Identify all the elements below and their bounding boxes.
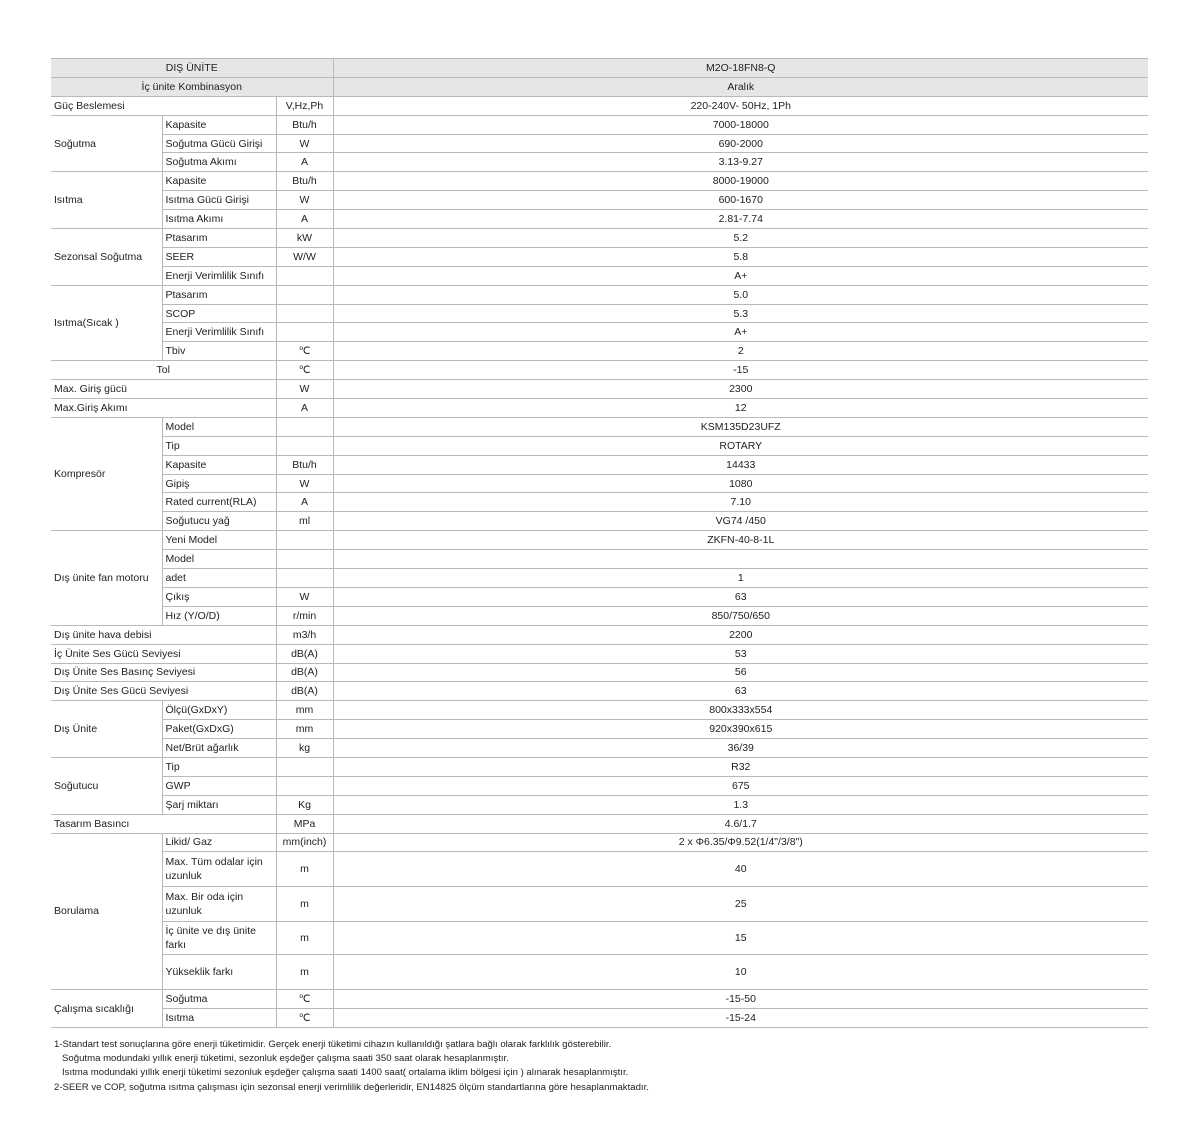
row-unit: W: [276, 380, 333, 399]
row-unit: mm: [276, 701, 333, 720]
row-unit: W: [276, 134, 333, 153]
row-unit: ml: [276, 512, 333, 531]
group-label: Borulama: [51, 833, 162, 990]
row-label: Soğutma Gücü Girişi: [162, 134, 276, 153]
footnote: Isıtma modundaki yıllık enerji tüketimi sezonluk eşdeğer çalışma saati 1400 saat( ortalama iklim bölgesi için ) alınarak hesaplanmıştır.: [62, 1067, 629, 1079]
row-unit: MPa: [276, 814, 333, 833]
table-row: [51, 210, 1148, 229]
row-label: SCOP: [162, 304, 276, 323]
row-label: Soğutma: [162, 990, 276, 1009]
row-value: KSM135D23UFZ: [333, 417, 1148, 436]
row-unit: m: [276, 852, 333, 887]
table-row: [51, 191, 1148, 210]
row-value: 15: [333, 922, 1148, 955]
row-value: 600-1670: [333, 191, 1148, 210]
table-row: [51, 644, 1148, 663]
row-label: Soğutucu yağ: [162, 512, 276, 531]
table-row: [51, 1009, 1148, 1028]
table-row: [51, 550, 1148, 569]
row-unit: m: [276, 887, 333, 922]
header-row: [51, 59, 1148, 78]
header-range: Aralık: [333, 77, 1148, 96]
row-value: -15-50: [333, 990, 1148, 1009]
table-row: [51, 474, 1148, 493]
row-unit: W: [276, 474, 333, 493]
row-value: 5.0: [333, 285, 1148, 304]
row-unit: [276, 550, 333, 569]
table-row: [51, 814, 1148, 833]
row-label: Enerji Verimlilik Sınıfı: [162, 266, 276, 285]
table-row: [51, 399, 1148, 418]
row-label: Yükseklik farkı: [162, 955, 276, 990]
table-row: [51, 701, 1148, 720]
table-row: [51, 266, 1148, 285]
row-label: Isıtma Akımı: [162, 210, 276, 229]
row-unit: Btu/h: [276, 455, 333, 474]
group-label: Isıtma: [51, 172, 162, 229]
row-label: adet: [162, 569, 276, 588]
footnotes: [54, 1038, 1144, 1095]
row-label: Net/Brüt ağarlık: [162, 739, 276, 758]
row-value: ZKFN-40-8-1L: [333, 531, 1148, 550]
row-unit: mm(inch): [276, 833, 333, 852]
row-label: Model: [162, 550, 276, 569]
row-label: Gipiş: [162, 474, 276, 493]
row-label: GWP: [162, 776, 276, 795]
row-value: 220-240V- 50Hz, 1Ph: [333, 96, 1148, 115]
row-value: R32: [333, 757, 1148, 776]
table-row: [51, 285, 1148, 304]
row-unit: dB(A): [276, 644, 333, 663]
table-row: [51, 342, 1148, 361]
group-label: Dış Ünite: [51, 701, 162, 758]
row-value: 1: [333, 569, 1148, 588]
row-label: Isıtma: [162, 1009, 276, 1028]
row-label: Dış ünite hava debisi: [51, 625, 276, 644]
table-row: [51, 361, 1148, 380]
table-row: [51, 955, 1148, 990]
table-row: [51, 663, 1148, 682]
row-unit: A: [276, 210, 333, 229]
table-row: [51, 757, 1148, 776]
row-unit: Btu/h: [276, 115, 333, 134]
row-value: -15-24: [333, 1009, 1148, 1028]
table-row: [51, 795, 1148, 814]
row-label: Şarj miktarı: [162, 795, 276, 814]
header-model: M2O-18FN8-Q: [333, 59, 1148, 78]
row-value: 63: [333, 682, 1148, 701]
row-value: 920x390x615: [333, 720, 1148, 739]
row-unit: [276, 417, 333, 436]
row-unit: m3/h: [276, 625, 333, 644]
row-unit: [276, 285, 333, 304]
row-unit: [276, 569, 333, 588]
row-value: A+: [333, 323, 1148, 342]
table-row: [51, 569, 1148, 588]
table-row: [51, 323, 1148, 342]
table-row: [51, 606, 1148, 625]
row-label: Max. Bir oda için uzunluk: [162, 887, 276, 922]
row-label: Tip: [162, 436, 276, 455]
row-unit: [276, 757, 333, 776]
group-label: Kompresör: [51, 417, 162, 530]
table-row: [51, 436, 1148, 455]
row-label: Max. Tüm odalar için uzunluk: [162, 852, 276, 887]
row-unit: V,Hz,Ph: [276, 96, 333, 115]
row-value: 2 x Φ6.35/Φ9.52(1/4"/3/8"): [333, 833, 1148, 852]
row-label: Hız (Y/O/D): [162, 606, 276, 625]
row-unit: ℃: [276, 361, 333, 380]
row-label: Soğutma Akımı: [162, 153, 276, 172]
row-label: Kapasite: [162, 115, 276, 134]
row-value: 14433: [333, 455, 1148, 474]
header-sub-row: [51, 77, 1148, 96]
row-unit: A: [276, 153, 333, 172]
row-unit: W: [276, 191, 333, 210]
group-label: Sezonsal Soğutma: [51, 229, 162, 286]
row-value: 5.8: [333, 247, 1148, 266]
row-value: 7000-18000: [333, 115, 1148, 134]
group-label: Isıtma(Sıcak ): [51, 285, 162, 361]
row-value: 36/39: [333, 739, 1148, 758]
group-label: Dış ünite fan motoru: [51, 531, 162, 625]
row-value: 2.81-7.74: [333, 210, 1148, 229]
table-row: [51, 153, 1148, 172]
table-row: [51, 134, 1148, 153]
row-unit: m: [276, 955, 333, 990]
footnote: Soğutma modundaki yıllık enerji tüketimi, sezonluk eşdeğer çalışma saati 350 saat olarak hesaplanmıştır.: [62, 1053, 509, 1065]
row-label: Enerji Verimlilik Sınıfı: [162, 323, 276, 342]
table-row: [51, 739, 1148, 758]
row-value: -15: [333, 361, 1148, 380]
row-label: Çıkış: [162, 587, 276, 606]
row-label: İç Ünite Ses Gücü Seviyesi: [51, 644, 276, 663]
table-row: [51, 531, 1148, 550]
table-row: [51, 776, 1148, 795]
row-unit: [276, 436, 333, 455]
row-value: 12: [333, 399, 1148, 418]
row-value: 1.3: [333, 795, 1148, 814]
row-value: 40: [333, 852, 1148, 887]
row-label: Dış Ünite Ses Gücü Seviyesi: [51, 682, 276, 701]
row-value: 3.13-9.27: [333, 153, 1148, 172]
table-row: [51, 493, 1148, 512]
row-value: 5.3: [333, 304, 1148, 323]
row-value: 800x333x554: [333, 701, 1148, 720]
row-unit: m: [276, 922, 333, 955]
row-value: 8000-19000: [333, 172, 1148, 191]
row-value: 56: [333, 663, 1148, 682]
row-unit: A: [276, 493, 333, 512]
row-label: Max. Giriş gücü: [51, 380, 276, 399]
row-label: SEER: [162, 247, 276, 266]
row-unit: ℃: [276, 1009, 333, 1028]
row-label: Tol: [51, 361, 276, 380]
row-unit: [276, 323, 333, 342]
row-unit: mm: [276, 720, 333, 739]
table-row: [51, 682, 1148, 701]
row-unit: Kg: [276, 795, 333, 814]
table-row: [51, 380, 1148, 399]
footnote: 1-Standart test sonuçlarına göre enerji tüketimidir. Gerçek enerji tüketimi cihazın kullanıldığı şatlara bağlı olarak farklılık gösterebilir.: [54, 1039, 612, 1050]
row-value: 53: [333, 644, 1148, 663]
row-label: Tasarım Basıncı: [51, 814, 276, 833]
row-unit: dB(A): [276, 682, 333, 701]
row-label: Ptasarım: [162, 285, 276, 304]
row-unit: ℃: [276, 990, 333, 1009]
table-row: [51, 922, 1148, 955]
table-row: [51, 229, 1148, 248]
table-row: [51, 304, 1148, 323]
row-label: Model: [162, 417, 276, 436]
row-value: 7.10: [333, 493, 1148, 512]
header-left-title: DIŞ ÜNİTE: [51, 59, 333, 78]
table-row: [51, 990, 1148, 1009]
row-unit: [276, 776, 333, 795]
table-row: [51, 417, 1148, 436]
row-unit: A: [276, 399, 333, 418]
header-left-sub: İç ünite Kombinasyon: [51, 77, 333, 96]
row-value: 675: [333, 776, 1148, 795]
table-row: [51, 115, 1148, 134]
table-row: [51, 247, 1148, 266]
row-label: Güç Beslemesi: [51, 96, 276, 115]
row-value: 1080: [333, 474, 1148, 493]
table-row: [51, 587, 1148, 606]
row-unit: [276, 531, 333, 550]
row-value: 690-2000: [333, 134, 1148, 153]
row-unit: [276, 304, 333, 323]
row-value: VG74 /450: [333, 512, 1148, 531]
row-value: A+: [333, 266, 1148, 285]
row-unit: kW: [276, 229, 333, 248]
row-label: Yeni Model: [162, 531, 276, 550]
row-value: 63: [333, 587, 1148, 606]
table-row: [51, 512, 1148, 531]
row-value: 25: [333, 887, 1148, 922]
row-unit: Btu/h: [276, 172, 333, 191]
row-unit: kg: [276, 739, 333, 758]
row-value: 10: [333, 955, 1148, 990]
table-row: [51, 720, 1148, 739]
row-label: Kapasite: [162, 455, 276, 474]
table-row: [51, 625, 1148, 644]
table-row: [51, 455, 1148, 474]
row-label: Likid/ Gaz: [162, 833, 276, 852]
row-unit: [276, 266, 333, 285]
row-label: Rated current(RLA): [162, 493, 276, 512]
group-label: Soğutma: [51, 115, 162, 172]
row-label: Tbiv: [162, 342, 276, 361]
row-unit: W: [276, 587, 333, 606]
row-label: Paket(GxDxG): [162, 720, 276, 739]
row-label: İç ünite ve dış ünite farkı: [162, 922, 276, 955]
table-row: [51, 887, 1148, 922]
row-value: 2300: [333, 380, 1148, 399]
row-unit: ℃: [276, 342, 333, 361]
table-row: [51, 96, 1148, 115]
table-row: [51, 172, 1148, 191]
spec-table: [51, 58, 1148, 1028]
row-label: Tip: [162, 757, 276, 776]
row-value: 2: [333, 342, 1148, 361]
row-label: Max.Giriş Akımı: [51, 399, 276, 418]
row-value: [333, 550, 1148, 569]
row-unit: W/W: [276, 247, 333, 266]
row-value: 850/750/650: [333, 606, 1148, 625]
row-value: 4.6/1.7: [333, 814, 1148, 833]
row-value: ROTARY: [333, 436, 1148, 455]
row-unit: r/min: [276, 606, 333, 625]
row-unit: dB(A): [276, 663, 333, 682]
row-label: Ptasarım: [162, 229, 276, 248]
row-label: Isıtma Gücü Girişi: [162, 191, 276, 210]
table-row: [51, 852, 1148, 887]
row-value: 5.2: [333, 229, 1148, 248]
group-label: Çalışma sıcaklığı: [51, 990, 162, 1028]
group-label: Soğutucu: [51, 757, 162, 814]
row-label: Kapasite: [162, 172, 276, 191]
row-value: 2200: [333, 625, 1148, 644]
row-label: Ölçü(GxDxY): [162, 701, 276, 720]
footnote: 2-SEER ve COP, soğutma ısıtma çalışması için sezonsal enerji verimlilik değerleridir, EN14825 ölçüm standartlarına göre hesaplanmaktadır.: [54, 1081, 649, 1093]
row-label: Dış Ünite Ses Basınç Seviyesi: [51, 663, 276, 682]
table-row: [51, 833, 1148, 852]
